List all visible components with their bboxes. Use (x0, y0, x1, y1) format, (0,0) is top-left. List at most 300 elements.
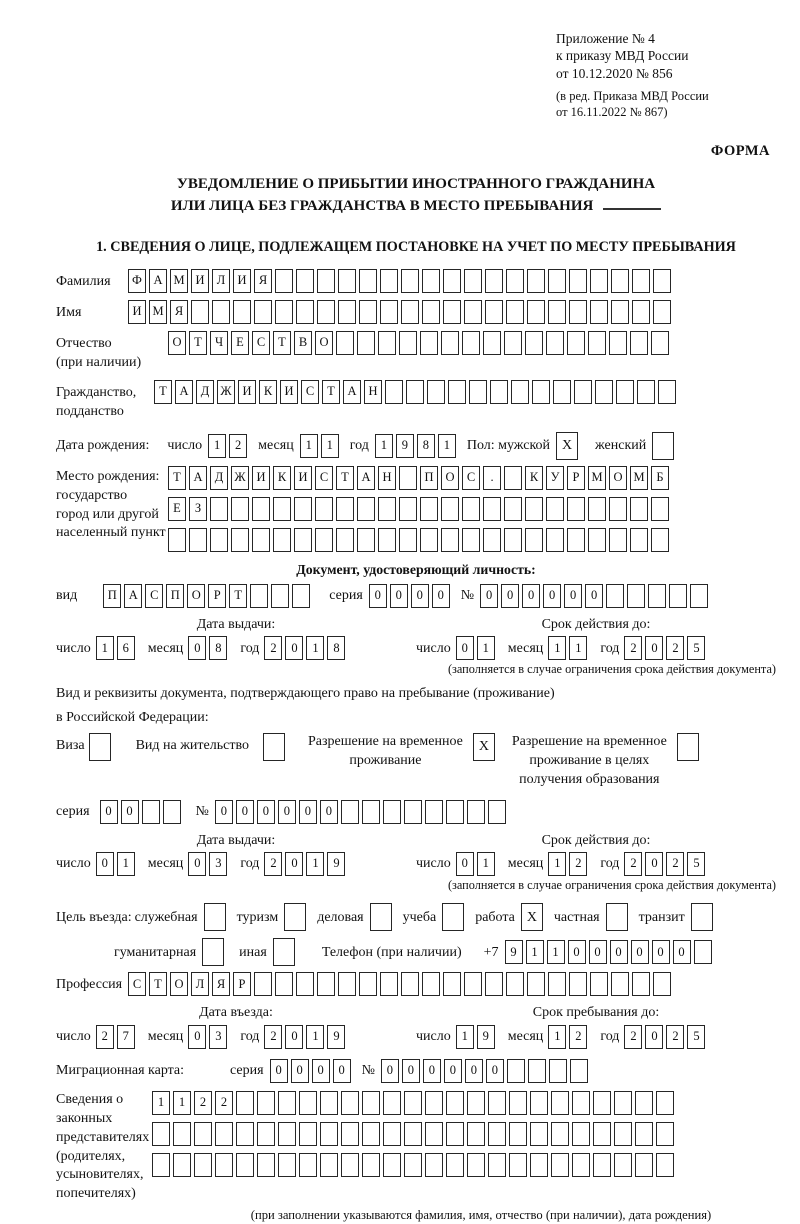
visa-cell[interactable] (89, 733, 111, 761)
representatives_1-cell[interactable] (278, 1091, 296, 1115)
permit_number-cell[interactable]: 0 (299, 800, 317, 824)
patronymic-cell[interactable]: С (252, 331, 270, 355)
surname-cell[interactable]: И (191, 269, 209, 293)
surname-cell[interactable]: М (170, 269, 188, 293)
doc_number-cell[interactable]: 0 (501, 584, 519, 608)
surname-cell[interactable]: И (233, 269, 251, 293)
purpose_business-cell[interactable] (370, 903, 392, 931)
birthplace_3-cell[interactable] (189, 528, 207, 552)
stay-year-cells[interactable] (624, 1025, 708, 1049)
surname-cell[interactable] (569, 269, 587, 293)
surname-cell[interactable] (590, 269, 608, 293)
birth_month-cell[interactable]: 1 (321, 434, 339, 458)
birth_year-cell[interactable]: 8 (417, 434, 435, 458)
migr_series-cell[interactable]: 0 (291, 1059, 309, 1083)
name-cell[interactable] (611, 300, 629, 324)
migr_number-cell[interactable] (570, 1059, 588, 1083)
citizenship-cell[interactable]: К (259, 380, 277, 404)
permit_number-cell[interactable] (362, 800, 380, 824)
birthplace_1-cell[interactable]: К (525, 466, 543, 490)
birthplace_1-cell[interactable]: Т (336, 466, 354, 490)
doc_expiry_month-cell[interactable]: 1 (569, 636, 587, 660)
birthplace_2-cell[interactable] (399, 497, 417, 521)
name-cell[interactable] (653, 300, 671, 324)
patronymic-cell[interactable] (609, 331, 627, 355)
patronymic-cell[interactable] (504, 331, 522, 355)
name-cell[interactable] (548, 300, 566, 324)
patronymic-cells[interactable] (168, 331, 672, 355)
doc_number-cell[interactable] (669, 584, 687, 608)
birthplace_3-cell[interactable] (231, 528, 249, 552)
representatives_3-cell[interactable] (215, 1153, 233, 1177)
representatives_2-cell[interactable] (320, 1122, 338, 1146)
surname-cell[interactable] (548, 269, 566, 293)
name-cell[interactable] (632, 300, 650, 324)
patronymic-cell[interactable] (483, 331, 501, 355)
surname-cell[interactable] (443, 269, 461, 293)
doc_expiry_year-cell[interactable]: 0 (645, 636, 663, 660)
citizenship-cell[interactable] (574, 380, 592, 404)
migr_number-cell[interactable]: 0 (423, 1059, 441, 1083)
representatives_2-cell[interactable] (509, 1122, 527, 1146)
citizenship-cell[interactable] (427, 380, 445, 404)
profession-cell[interactable] (632, 972, 650, 996)
profession-cell[interactable] (527, 972, 545, 996)
migr-number-cells[interactable] (381, 1059, 591, 1083)
representatives_3-cell[interactable] (173, 1153, 191, 1177)
doc_issue_day-cell[interactable]: 6 (117, 636, 135, 660)
representatives_3-cell[interactable] (194, 1153, 212, 1177)
permit_series-cell[interactable] (163, 800, 181, 824)
doc_expiry_year-cell[interactable]: 2 (666, 636, 684, 660)
permit_issue_year-cell[interactable]: 2 (264, 852, 282, 876)
permit_issue_year-cell[interactable]: 1 (306, 852, 324, 876)
phone-cell[interactable] (694, 940, 712, 964)
birthplace_1-cell[interactable]: Н (378, 466, 396, 490)
permit_series-cell[interactable]: 0 (121, 800, 139, 824)
phone-cell[interactable]: 0 (652, 940, 670, 964)
surname-cell[interactable]: А (149, 269, 167, 293)
visa-checkbox[interactable] (89, 733, 114, 761)
permit_series-cell[interactable] (142, 800, 160, 824)
doc_issue_year-cell[interactable]: 0 (285, 636, 303, 660)
representatives_1-cell[interactable] (656, 1091, 674, 1115)
citizenship-cells[interactable] (154, 380, 679, 404)
phone-cell[interactable]: 0 (631, 940, 649, 964)
doc-issue-month-cells[interactable] (188, 636, 230, 660)
representatives_3-cell[interactable] (257, 1153, 275, 1177)
birthplace_2-cell[interactable] (546, 497, 564, 521)
doc_expiry_day-cell[interactable]: 1 (477, 636, 495, 660)
doc_series-cell[interactable]: 0 (432, 584, 450, 608)
doc_issue_month-cell[interactable]: 8 (209, 636, 227, 660)
sex-male-checkbox[interactable] (556, 432, 581, 460)
birthplace_1-cell[interactable]: Б (651, 466, 669, 490)
citizenship-cell[interactable]: Ж (217, 380, 235, 404)
permit-series-cells[interactable] (100, 800, 184, 824)
representatives_2-cell[interactable] (635, 1122, 653, 1146)
representatives_2-cell[interactable] (467, 1122, 485, 1146)
doc_series-cell[interactable]: 0 (390, 584, 408, 608)
representatives_3-cell[interactable] (425, 1153, 443, 1177)
birthplace_1-cell[interactable]: Р (567, 466, 585, 490)
permit_number-cell[interactable]: 0 (320, 800, 338, 824)
permit-expiry-day-cells[interactable] (456, 852, 498, 876)
doc_issue_month-cell[interactable]: 0 (188, 636, 206, 660)
surname-cell[interactable] (296, 269, 314, 293)
birthplace_3-cell[interactable] (168, 528, 186, 552)
citizenship-cell[interactable] (658, 380, 676, 404)
purpose_transit-cell[interactable] (691, 903, 713, 931)
permit_expiry_month-cell[interactable]: 2 (569, 852, 587, 876)
phone-cell[interactable]: 9 (505, 940, 523, 964)
patronymic-cell[interactable]: Ч (210, 331, 228, 355)
representatives_2-cell[interactable] (383, 1122, 401, 1146)
permit_number-cell[interactable] (488, 800, 506, 824)
profession-cell[interactable] (443, 972, 461, 996)
birthplace_1-cell[interactable]: . (483, 466, 501, 490)
patronymic-cell[interactable] (462, 331, 480, 355)
birthplace_2-cell[interactable] (630, 497, 648, 521)
surname-cell[interactable] (317, 269, 335, 293)
doc_issue_year-cell[interactable]: 8 (327, 636, 345, 660)
birthplace_3-cell[interactable] (378, 528, 396, 552)
name-cell[interactable] (401, 300, 419, 324)
temp_residence_edu-cell[interactable] (677, 733, 699, 761)
birthplace_1-cell[interactable]: А (189, 466, 207, 490)
profession-cell[interactable] (569, 972, 587, 996)
birthplace_1-cell[interactable]: О (609, 466, 627, 490)
entry_year-cell[interactable]: 9 (327, 1025, 345, 1049)
birth_month-cell[interactable]: 1 (300, 434, 318, 458)
name-cell[interactable] (569, 300, 587, 324)
birth_year-cell[interactable]: 9 (396, 434, 414, 458)
representatives_2-cell[interactable] (257, 1122, 275, 1146)
representatives_2-cell[interactable] (446, 1122, 464, 1146)
birthplace_2-cell[interactable] (336, 497, 354, 521)
surname-cell[interactable] (485, 269, 503, 293)
phone-cells[interactable] (505, 940, 715, 964)
permit_number-cell[interactable] (446, 800, 464, 824)
name-cell[interactable]: Я (170, 300, 188, 324)
representatives_2-cell[interactable] (215, 1122, 233, 1146)
surname-cell[interactable] (422, 269, 440, 293)
stay-day-cells[interactable] (456, 1025, 498, 1049)
doc_expiry_year-cell[interactable]: 2 (624, 636, 642, 660)
representatives_3-cell[interactable] (404, 1153, 422, 1177)
birthplace_3-cell[interactable] (294, 528, 312, 552)
patronymic-cell[interactable] (546, 331, 564, 355)
representatives_1-cell[interactable]: 2 (215, 1091, 233, 1115)
citizenship-cell[interactable] (637, 380, 655, 404)
surname-cell[interactable] (506, 269, 524, 293)
name-cell[interactable] (338, 300, 356, 324)
permit_series-cell[interactable]: 0 (100, 800, 118, 824)
purpose-study-checkbox[interactable] (442, 903, 467, 931)
doc_number-cell[interactable]: 0 (480, 584, 498, 608)
name-cell[interactable] (422, 300, 440, 324)
patronymic-cell[interactable] (525, 331, 543, 355)
purpose-other-checkbox[interactable] (273, 938, 298, 966)
permit_expiry_month-cell[interactable]: 1 (548, 852, 566, 876)
doc-issue-year-cells[interactable] (264, 636, 348, 660)
name-cell[interactable] (317, 300, 335, 324)
representatives_1-cell[interactable] (341, 1091, 359, 1115)
birthplace_1-cell[interactable]: К (273, 466, 291, 490)
representatives_2-cell[interactable] (593, 1122, 611, 1146)
permit_expiry_year-cell[interactable]: 2 (666, 852, 684, 876)
citizenship-cell[interactable] (595, 380, 613, 404)
birthplace_2-cell[interactable] (651, 497, 669, 521)
birthplace_3-cell[interactable] (525, 528, 543, 552)
permit-issue-year-cells[interactable] (264, 852, 348, 876)
citizenship-cell[interactable]: С (301, 380, 319, 404)
citizenship-cell[interactable] (406, 380, 424, 404)
doc-expiry-year-cells[interactable] (624, 636, 708, 660)
birthplace_3-cell[interactable] (483, 528, 501, 552)
profession-cell[interactable] (548, 972, 566, 996)
citizenship-cell[interactable] (553, 380, 571, 404)
purpose_other-cell[interactable] (273, 938, 295, 966)
representatives_1-cell[interactable] (236, 1091, 254, 1115)
birthplace_2-cell[interactable] (420, 497, 438, 521)
profession-cell[interactable] (317, 972, 335, 996)
birthplace_3-cell[interactable] (609, 528, 627, 552)
entry_year-cell[interactable]: 0 (285, 1025, 303, 1049)
representatives_1-cell[interactable] (362, 1091, 380, 1115)
birthplace_2-cell[interactable]: З (189, 497, 207, 521)
purpose_private-cell[interactable] (606, 903, 628, 931)
citizenship-cell[interactable] (448, 380, 466, 404)
representatives_3-cell[interactable] (509, 1153, 527, 1177)
representatives_2-cell[interactable] (572, 1122, 590, 1146)
doc-expiry-day-cells[interactable] (456, 636, 498, 660)
birthplace_3-cell[interactable] (441, 528, 459, 552)
permit_number-cell[interactable]: 0 (215, 800, 233, 824)
doc_type-cell[interactable]: Т (229, 584, 247, 608)
representatives_1-cell[interactable]: 1 (173, 1091, 191, 1115)
entry_day-cell[interactable]: 2 (96, 1025, 114, 1049)
doc_type-cell[interactable]: А (124, 584, 142, 608)
entry-month-cells[interactable] (188, 1025, 230, 1049)
purpose_study-cell[interactable] (442, 903, 464, 931)
phone-cell[interactable]: 0 (610, 940, 628, 964)
surname-cell[interactable] (464, 269, 482, 293)
representatives_3-cell[interactable] (383, 1153, 401, 1177)
birth-day-cells[interactable] (208, 434, 250, 458)
representatives_3-cell[interactable] (614, 1153, 632, 1177)
birth-month-cells[interactable] (300, 434, 342, 458)
birthplace_2-cell[interactable] (273, 497, 291, 521)
birthplace_1-cell[interactable]: О (441, 466, 459, 490)
migr_number-cell[interactable] (528, 1059, 546, 1083)
migr_number-cell[interactable]: 0 (402, 1059, 420, 1083)
migr_series-cell[interactable]: 0 (312, 1059, 330, 1083)
surname-cell[interactable] (632, 269, 650, 293)
name-cell[interactable] (275, 300, 293, 324)
citizenship-cell[interactable] (490, 380, 508, 404)
permit-issue-month-cells[interactable] (188, 852, 230, 876)
migr_series-cell[interactable]: 0 (333, 1059, 351, 1083)
migr_number-cell[interactable] (507, 1059, 525, 1083)
representatives_1-cell[interactable] (383, 1091, 401, 1115)
doc_number-cell[interactable]: 0 (522, 584, 540, 608)
purpose-private-checkbox[interactable] (606, 903, 631, 931)
surname-cell[interactable]: Л (212, 269, 230, 293)
permit_issue_year-cell[interactable]: 9 (327, 852, 345, 876)
phone-cell[interactable]: 1 (547, 940, 565, 964)
residence-permit-checkbox[interactable] (263, 733, 288, 761)
patronymic-cell[interactable] (399, 331, 417, 355)
stay_year-cell[interactable]: 2 (666, 1025, 684, 1049)
entry_month-cell[interactable]: 0 (188, 1025, 206, 1049)
name-cell[interactable]: М (149, 300, 167, 324)
permit_issue_month-cell[interactable]: 0 (188, 852, 206, 876)
patronymic-cell[interactable] (567, 331, 585, 355)
representatives_3-cell[interactable] (530, 1153, 548, 1177)
permit_number-cell[interactable] (467, 800, 485, 824)
birthplace_3-cell[interactable] (399, 528, 417, 552)
citizenship-cell[interactable]: Т (154, 380, 172, 404)
stay_year-cell[interactable]: 2 (624, 1025, 642, 1049)
representatives_3-cell[interactable] (488, 1153, 506, 1177)
surname-cells[interactable] (128, 269, 674, 293)
doc_issue_day-cell[interactable]: 1 (96, 636, 114, 660)
permit_number-cell[interactable]: 0 (257, 800, 275, 824)
representatives_2-cell[interactable] (173, 1122, 191, 1146)
representatives-cells-row1[interactable] (152, 1091, 677, 1115)
patronymic-cell[interactable] (630, 331, 648, 355)
sex_female-cell[interactable] (652, 432, 674, 460)
permit_number-cell[interactable] (383, 800, 401, 824)
name-cell[interactable] (506, 300, 524, 324)
birthplace_3-cell[interactable] (567, 528, 585, 552)
birthplace_2-cell[interactable] (210, 497, 228, 521)
representatives_2-cell[interactable] (236, 1122, 254, 1146)
birth_year-cell[interactable]: 1 (375, 434, 393, 458)
doc_type-cell[interactable]: О (187, 584, 205, 608)
birthplace_1-cell[interactable]: И (252, 466, 270, 490)
birthplace_3-cell[interactable] (315, 528, 333, 552)
stay_day-cell[interactable]: 9 (477, 1025, 495, 1049)
representatives_3-cell[interactable] (446, 1153, 464, 1177)
representatives_2-cell[interactable] (551, 1122, 569, 1146)
birthplace_3-cell[interactable] (462, 528, 480, 552)
representatives_3-cell[interactable] (656, 1153, 674, 1177)
entry_month-cell[interactable]: 3 (209, 1025, 227, 1049)
profession-cell[interactable] (338, 972, 356, 996)
birthplace_2-cell[interactable] (378, 497, 396, 521)
representatives_1-cell[interactable] (593, 1091, 611, 1115)
representatives_3-cell[interactable] (362, 1153, 380, 1177)
profession-cell[interactable] (254, 972, 272, 996)
surname-cell[interactable] (401, 269, 419, 293)
name-cells[interactable] (128, 300, 674, 324)
purpose_tourism-cell[interactable] (284, 903, 306, 931)
purpose-humanitarian-checkbox[interactable] (202, 938, 227, 966)
purpose-work-checkbox[interactable] (521, 903, 546, 931)
name-cell[interactable] (380, 300, 398, 324)
residence_permit-cell[interactable] (263, 733, 285, 761)
birthplace-cells-row3[interactable] (168, 528, 672, 552)
surname-cell[interactable] (359, 269, 377, 293)
permit-number-cells[interactable] (215, 800, 509, 824)
doc_series-cell[interactable]: 0 (411, 584, 429, 608)
permit_expiry_year-cell[interactable]: 2 (624, 852, 642, 876)
permit-issue-day-cells[interactable] (96, 852, 138, 876)
patronymic-cell[interactable] (588, 331, 606, 355)
doc_type-cell[interactable] (271, 584, 289, 608)
representatives_3-cell[interactable] (572, 1153, 590, 1177)
birth_year-cell[interactable]: 1 (438, 434, 456, 458)
surname-cell[interactable] (653, 269, 671, 293)
patronymic-cell[interactable] (420, 331, 438, 355)
profession-cell[interactable] (611, 972, 629, 996)
birthplace_1-cell[interactable]: Д (210, 466, 228, 490)
entry_year-cell[interactable]: 1 (306, 1025, 324, 1049)
citizenship-cell[interactable] (385, 380, 403, 404)
birthplace_1-cell[interactable]: С (315, 466, 333, 490)
doc_number-cell[interactable] (690, 584, 708, 608)
birthplace_3-cell[interactable] (273, 528, 291, 552)
citizenship-cell[interactable]: Т (322, 380, 340, 404)
name-cell[interactable] (464, 300, 482, 324)
birthplace_2-cell[interactable] (294, 497, 312, 521)
representatives_1-cell[interactable] (257, 1091, 275, 1115)
representatives_3-cell[interactable] (635, 1153, 653, 1177)
stay_month-cell[interactable]: 1 (548, 1025, 566, 1049)
representatives_2-cell[interactable] (299, 1122, 317, 1146)
birthplace_1-cell[interactable] (504, 466, 522, 490)
birthplace_2-cell[interactable] (567, 497, 585, 521)
birthplace_2-cell[interactable] (609, 497, 627, 521)
profession-cell[interactable] (485, 972, 503, 996)
birthplace_2-cell[interactable]: Е (168, 497, 186, 521)
migr_number-cell[interactable]: 0 (486, 1059, 504, 1083)
doc-series-cells[interactable] (369, 584, 453, 608)
profession-cell[interactable]: Л (191, 972, 209, 996)
doc_type-cell[interactable] (250, 584, 268, 608)
birthplace_1-cell[interactable]: Т (168, 466, 186, 490)
name-cell[interactable] (485, 300, 503, 324)
birthplace_3-cell[interactable] (336, 528, 354, 552)
permit_expiry_day-cell[interactable]: 1 (477, 852, 495, 876)
purpose-tourism-checkbox[interactable] (284, 903, 309, 931)
profession-cell[interactable] (401, 972, 419, 996)
representatives_3-cell[interactable] (152, 1153, 170, 1177)
permit_issue_month-cell[interactable]: 3 (209, 852, 227, 876)
purpose-transit-checkbox[interactable] (691, 903, 716, 931)
stay_month-cell[interactable]: 2 (569, 1025, 587, 1049)
representatives_2-cell[interactable] (425, 1122, 443, 1146)
representatives_1-cell[interactable] (299, 1091, 317, 1115)
birthplace_2-cell[interactable] (525, 497, 543, 521)
representatives_3-cell[interactable] (551, 1153, 569, 1177)
entry-day-cells[interactable] (96, 1025, 138, 1049)
doc_number-cell[interactable]: 0 (585, 584, 603, 608)
representatives_1-cell[interactable] (446, 1091, 464, 1115)
surname-cell[interactable] (527, 269, 545, 293)
doc_type-cell[interactable]: П (166, 584, 184, 608)
birth_day-cell[interactable]: 2 (229, 434, 247, 458)
surname-cell[interactable]: Я (254, 269, 272, 293)
representatives-cells-row2[interactable] (152, 1122, 677, 1146)
representatives_3-cell[interactable] (236, 1153, 254, 1177)
patronymic-cell[interactable] (378, 331, 396, 355)
birthplace_3-cell[interactable] (252, 528, 270, 552)
temp_residence-cell[interactable]: X (473, 733, 495, 761)
phone-cell[interactable]: 0 (589, 940, 607, 964)
